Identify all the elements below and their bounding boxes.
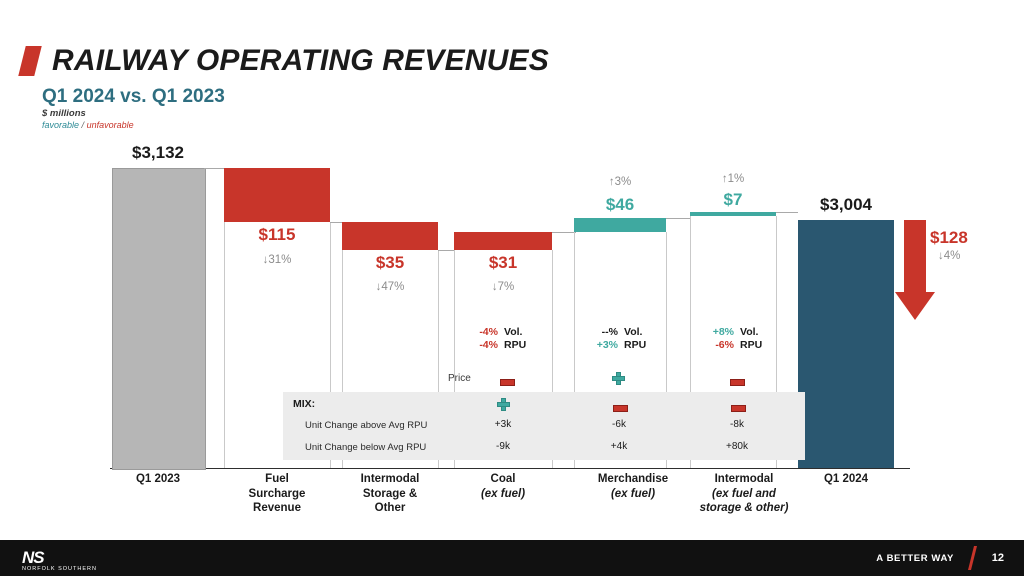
mix-icon-intermodal — [731, 400, 746, 418]
legend-favorable: favorable — [42, 120, 80, 130]
bar-q1-2024 — [798, 220, 894, 468]
price-label: Price — [448, 373, 471, 384]
mix-value-inter-below: +80k — [726, 441, 748, 452]
bar-pct-merchandise: ↑3% — [608, 176, 632, 188]
bar-pct-intermodal: ↑1% — [721, 173, 745, 185]
bar-fuel-surcharge — [224, 168, 330, 222]
driver-merch-vol-value: --% — [601, 326, 618, 338]
driver-merch-rpu-value: +3% — [596, 339, 618, 351]
logo-subtext: NORFOLK SOUTHERN — [22, 566, 97, 572]
bar-pct-coal: ↓7% — [491, 281, 515, 293]
driver-coal-vol-label: Vol. — [504, 326, 523, 338]
bar-value-merchandise: $46 — [605, 195, 635, 214]
xlabel-q1-2024: Q1 2024 — [823, 473, 869, 485]
mix-icon-coal — [497, 396, 510, 414]
xlabel-intermodal: Intermodal (ex fuel and storage & other) — [699, 473, 789, 514]
total-change-arrow — [895, 220, 935, 320]
mix-value-coal-above: +3k — [494, 419, 512, 430]
page-subtitle: Q1 2024 vs. Q1 2023 — [42, 86, 225, 107]
driver-inter-vol-label: Vol. — [740, 326, 759, 338]
legend-unfavorable: unfavorable — [86, 120, 134, 130]
xlabel-merchandise: Merchandise (ex fuel) — [597, 473, 669, 500]
driver-coal-vol-value: -4% — [479, 326, 498, 338]
page-title-row — [22, 44, 549, 78]
price-icon-intermodal — [730, 374, 745, 392]
driver-merch-vol-label: Vol. — [624, 326, 643, 338]
driver-coal-rpu-label: RPU — [504, 339, 527, 351]
mix-value-inter-above: -8k — [730, 419, 744, 430]
bar-merchandise — [574, 218, 666, 232]
bar-pct-fuel-surcharge: ↓31% — [262, 254, 292, 266]
price-icon-coal — [500, 374, 515, 392]
driver-coal-rpu-value: -4% — [479, 339, 498, 351]
footer-tagline: A BETTER WAY — [876, 553, 954, 564]
mix-row-label-above: Unit Change above Avg RPU — [305, 420, 428, 431]
footer-accent-slash — [968, 546, 977, 570]
xlabel-coal: Coal (ex fuel) — [480, 473, 526, 500]
driver-coal — [464, 326, 550, 352]
favorability-legend — [42, 120, 134, 130]
bar-pct-intermodal-storage: ↓47% — [375, 281, 405, 293]
xlabel-fuel-surcharge: Fuel Surcharge Revenue — [248, 473, 306, 514]
mix-table-title: MIX: — [293, 398, 316, 410]
legend-separator: / — [81, 120, 85, 130]
bar-value-fuel-surcharge: $115 — [258, 225, 296, 244]
title-accent-bar — [18, 46, 41, 76]
price-icon-merchandise — [612, 370, 625, 388]
driver-inter-rpu-label: RPU — [740, 339, 763, 351]
bar-value-coal: $31 — [488, 253, 518, 272]
bar-coal — [454, 232, 552, 250]
brand-logo — [22, 548, 97, 572]
driver-inter-vol-value: +8% — [712, 326, 734, 338]
mix-icon-merchandise — [613, 400, 628, 418]
xlabel-q1-2023: Q1 2023 — [135, 473, 181, 485]
bar-intermodal — [690, 212, 776, 216]
driver-intermodal — [700, 326, 790, 352]
waterfall-chart — [0, 140, 1024, 530]
page-title: RAILWAY OPERATING REVENUES — [52, 44, 549, 77]
bar-q1-2023 — [112, 168, 206, 470]
xlabel-intermodal-storage: Intermodal Storage & Other — [360, 473, 420, 514]
mix-value-merch-above: -6k — [612, 419, 626, 430]
units-label: $ millions — [42, 108, 86, 119]
arrow-head — [895, 292, 935, 320]
total-change-pct: ↓4% — [938, 250, 961, 262]
page-number: 12 — [991, 552, 1004, 564]
arrow-shaft — [904, 220, 926, 292]
bar-value-intermodal: $7 — [723, 190, 743, 209]
footer-bar — [0, 540, 1024, 576]
connector-4 — [552, 232, 576, 233]
mix-row-label-below: Unit Change below Avg RPU — [305, 442, 427, 453]
logo-mark: NS — [22, 548, 44, 567]
driver-merch-rpu-label: RPU — [624, 339, 647, 351]
chart-baseline-axis — [110, 468, 910, 469]
bar-value-q1-2023: $3,132 — [132, 143, 184, 162]
total-change-value: $128 — [930, 228, 968, 247]
bar-value-q1-2024: $3,004 — [820, 195, 872, 214]
bar-value-intermodal-storage: $35 — [375, 253, 405, 272]
driver-merchandise — [584, 326, 670, 352]
mix-value-merch-below: +4k — [610, 441, 628, 452]
connector-5 — [666, 218, 690, 219]
driver-inter-rpu-value: -6% — [715, 339, 734, 351]
connector-3 — [438, 250, 454, 251]
mix-value-coal-below: -9k — [496, 441, 510, 452]
bar-intermodal-storage — [342, 222, 438, 250]
mix-table — [283, 392, 805, 460]
